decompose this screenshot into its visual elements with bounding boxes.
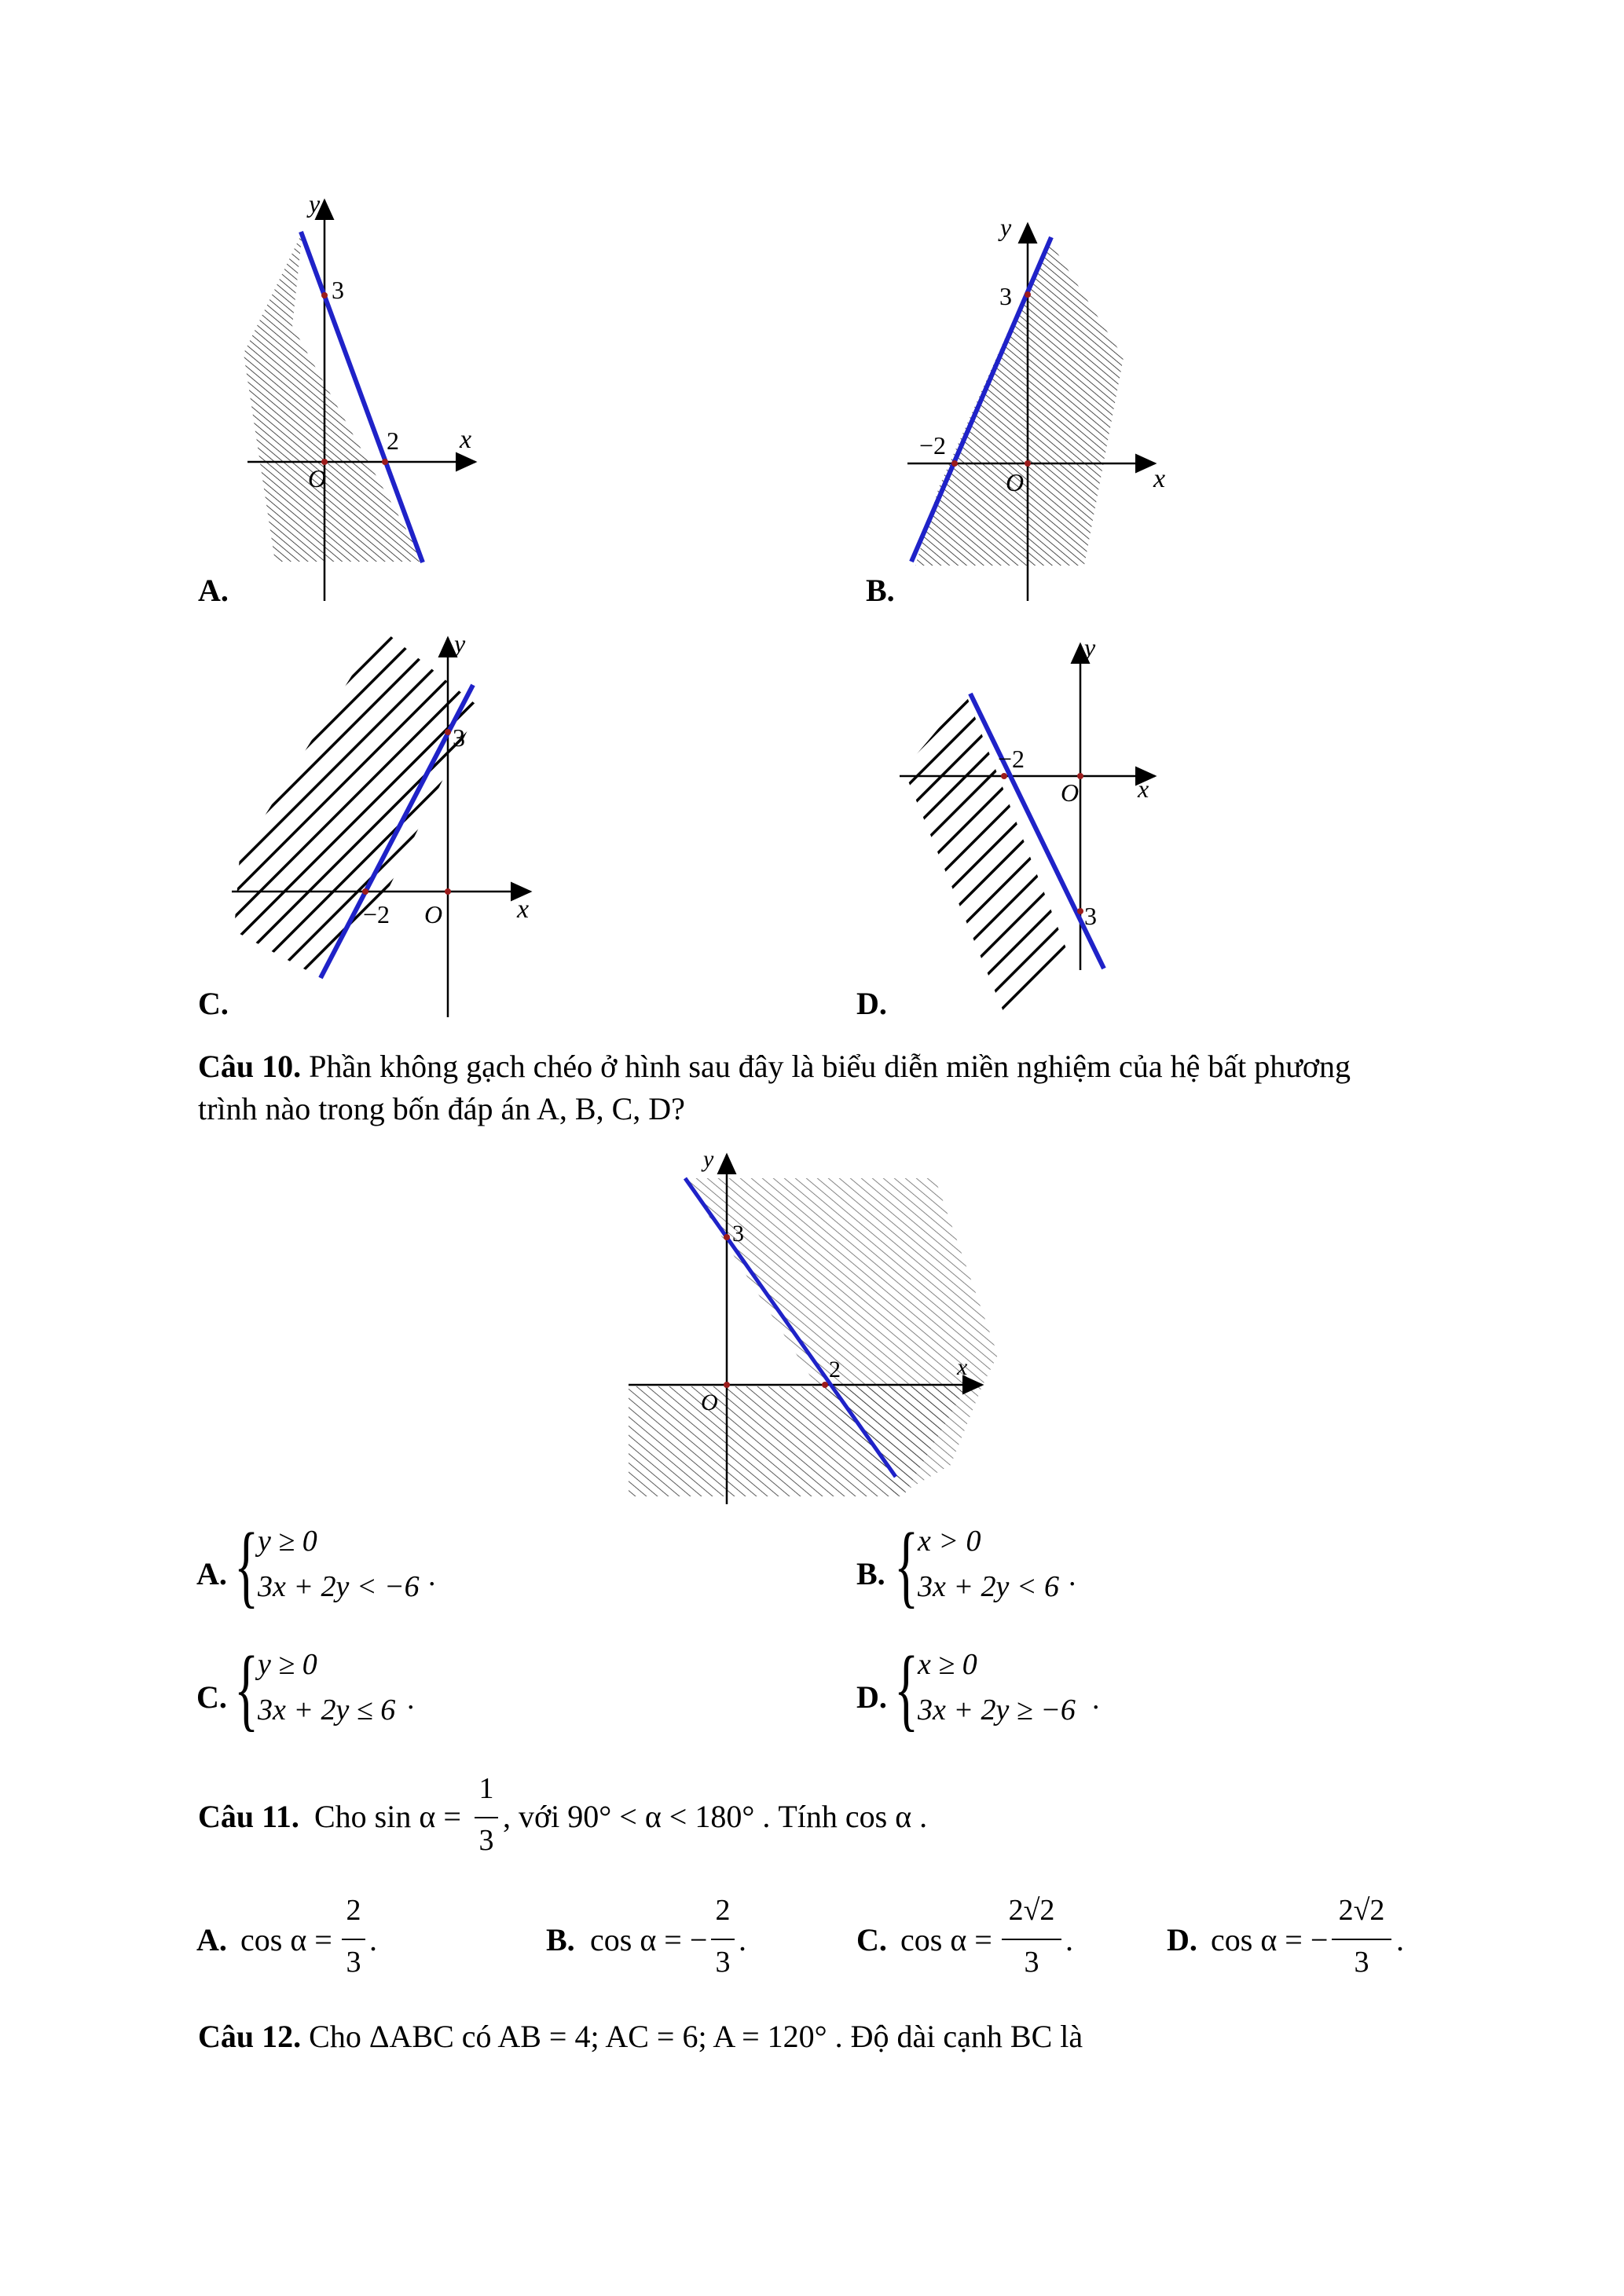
q11-option-b-end: . xyxy=(739,1922,746,1957)
option-label-d: D. xyxy=(856,986,887,1021)
tick-x: 2 xyxy=(829,1357,841,1382)
q10-option-c-line1: y ≥ 0 xyxy=(258,1648,317,1681)
q11-option-a-label: A. xyxy=(196,1922,227,1957)
fraction-bar xyxy=(1002,1939,1061,1940)
origin-label: O xyxy=(424,900,443,928)
q10-option-c-line2: 3x + 2y ≤ 6 xyxy=(258,1694,396,1727)
q11-number: Câu 11. xyxy=(198,1799,299,1834)
q11-option-a[interactable] xyxy=(196,1893,432,1987)
q10-line1 xyxy=(198,1045,1351,1089)
x-axis-label: x xyxy=(957,1354,968,1380)
x-axis-label: x xyxy=(1153,464,1166,493)
q11-option-a-end: . xyxy=(369,1922,377,1957)
q11-pre: Cho sin α = xyxy=(314,1799,461,1834)
fraction-bar xyxy=(1332,1939,1391,1940)
q10-option-c[interactable] xyxy=(196,1637,511,1749)
q10-option-b-end: . xyxy=(1069,1559,1076,1592)
q11-option-a-den: 3 xyxy=(346,1946,361,1979)
q11-option-b-den: 3 xyxy=(715,1946,731,1979)
q11-option-d-end: . xyxy=(1396,1922,1404,1957)
option-label-b: B. xyxy=(866,573,895,608)
q10-option-a-end: . xyxy=(428,1559,436,1592)
figure-c xyxy=(228,628,566,1021)
q10-option-c-label: C. xyxy=(196,1679,227,1715)
tick-x: −2 xyxy=(363,900,390,928)
origin-label: O xyxy=(1006,468,1025,496)
option-label-c: C. xyxy=(198,986,229,1021)
q11-frac-den: 3 xyxy=(478,1824,494,1857)
fraction-bar xyxy=(711,1939,735,1940)
q10-option-d-end: . xyxy=(1092,1683,1100,1716)
tick-y: 3 xyxy=(999,282,1012,310)
q10-option-a-line1: y ≥ 0 xyxy=(258,1525,317,1558)
tick-y: 3 xyxy=(1084,902,1097,930)
tick-x: −2 xyxy=(998,745,1025,773)
q10-option-d-label: D. xyxy=(856,1679,887,1715)
q11-option-c-end: . xyxy=(1065,1922,1073,1957)
fraction-bar xyxy=(475,1817,498,1818)
q10-figure xyxy=(621,1143,1014,1512)
x-axis-label: x xyxy=(517,895,530,924)
option-label-a: A. xyxy=(198,573,229,608)
q10-text-1: Phần không gạch chéo ở hình sau đây là biểu diễn miền nghiệm của hệ bất phương xyxy=(309,1049,1351,1084)
q10-option-d-line1: x ≥ 0 xyxy=(918,1648,977,1681)
q10-option-d-line2: 3x + 2y ≥ −6 xyxy=(918,1694,1076,1727)
q11-option-b[interactable] xyxy=(546,1893,805,1987)
tick-x: 2 xyxy=(387,427,399,455)
origin-label: O xyxy=(1061,778,1080,807)
q11-option-d-num: 2√2 xyxy=(1338,1894,1385,1927)
q10-option-b-line1: x > 0 xyxy=(918,1525,981,1558)
q10-option-a-line2: 3x + 2y < −6 xyxy=(258,1570,420,1603)
y-axis-label: y xyxy=(454,629,466,657)
q11-option-b-lhs: cos α = − xyxy=(590,1922,708,1957)
tick-x: −2 xyxy=(919,431,947,460)
q11-option-c-lhs: cos α = xyxy=(900,1922,992,1957)
q11-option-a-lhs: cos α = xyxy=(240,1922,332,1957)
tick-y: 3 xyxy=(732,1221,744,1247)
q11-option-c-num: 2√2 xyxy=(1008,1894,1055,1927)
q10-option-b-label: B. xyxy=(856,1556,885,1591)
q10-option-b-line2: 3x + 2y < 6 xyxy=(918,1570,1060,1603)
figure-b xyxy=(896,212,1210,605)
y-axis-label: y xyxy=(1084,633,1096,661)
brace: { xyxy=(894,1514,919,1617)
tick-y: 3 xyxy=(332,276,344,304)
q11-option-b-label: B. xyxy=(546,1922,575,1957)
q10-option-d[interactable] xyxy=(856,1637,1186,1749)
figure-d xyxy=(888,632,1202,1025)
y-axis-label: y xyxy=(703,1146,714,1172)
figure-a xyxy=(196,189,511,613)
y-axis-label: y xyxy=(1000,213,1012,241)
q10-line2: trình nào trong bốn đáp án A, B, C, D? xyxy=(198,1091,685,1126)
q12-number: Câu 12. xyxy=(198,2019,302,2054)
q11-option-b-num: 2 xyxy=(715,1894,731,1927)
x-axis-label: x xyxy=(1138,774,1149,803)
q11-stem xyxy=(198,1771,1534,1873)
x-axis-label: x xyxy=(460,425,472,454)
origin-label: O xyxy=(701,1390,718,1415)
brace: { xyxy=(234,1514,259,1617)
q11-option-c-label: C. xyxy=(856,1922,887,1957)
q11-option-d-lhs: cos α = − xyxy=(1211,1922,1329,1957)
q11-option-d[interactable] xyxy=(1167,1893,1450,1987)
brace: { xyxy=(234,1637,259,1740)
q10-option-a-label: A. xyxy=(196,1556,227,1591)
q10-option-b[interactable] xyxy=(856,1514,1171,1626)
q11-post: , với 90° < α < 180° . Tính cos α . xyxy=(503,1799,928,1834)
tick-y: 3 xyxy=(453,723,465,752)
q12-text: Cho ΔABC có AB = 4; AC = 6; A = 120° . Độ dài cạnh BC là xyxy=(309,2019,1083,2054)
q11-option-a-num: 2 xyxy=(346,1894,361,1927)
q11-option-d-den: 3 xyxy=(1354,1946,1369,1979)
fraction-bar xyxy=(342,1939,365,1940)
q11-option-c-den: 3 xyxy=(1024,1946,1039,1979)
q11-frac-num: 1 xyxy=(478,1772,494,1805)
y-axis-label: y xyxy=(309,189,321,218)
origin-label: O xyxy=(308,464,327,493)
q10-option-c-end: . xyxy=(407,1683,415,1716)
q12-line xyxy=(198,2015,1083,2059)
q10-option-a[interactable] xyxy=(196,1514,511,1626)
brace: { xyxy=(894,1637,919,1740)
q11-option-c[interactable] xyxy=(856,1893,1116,1987)
q10-number: Câu 10. xyxy=(198,1049,302,1084)
q11-option-d-label: D. xyxy=(1167,1922,1197,1957)
